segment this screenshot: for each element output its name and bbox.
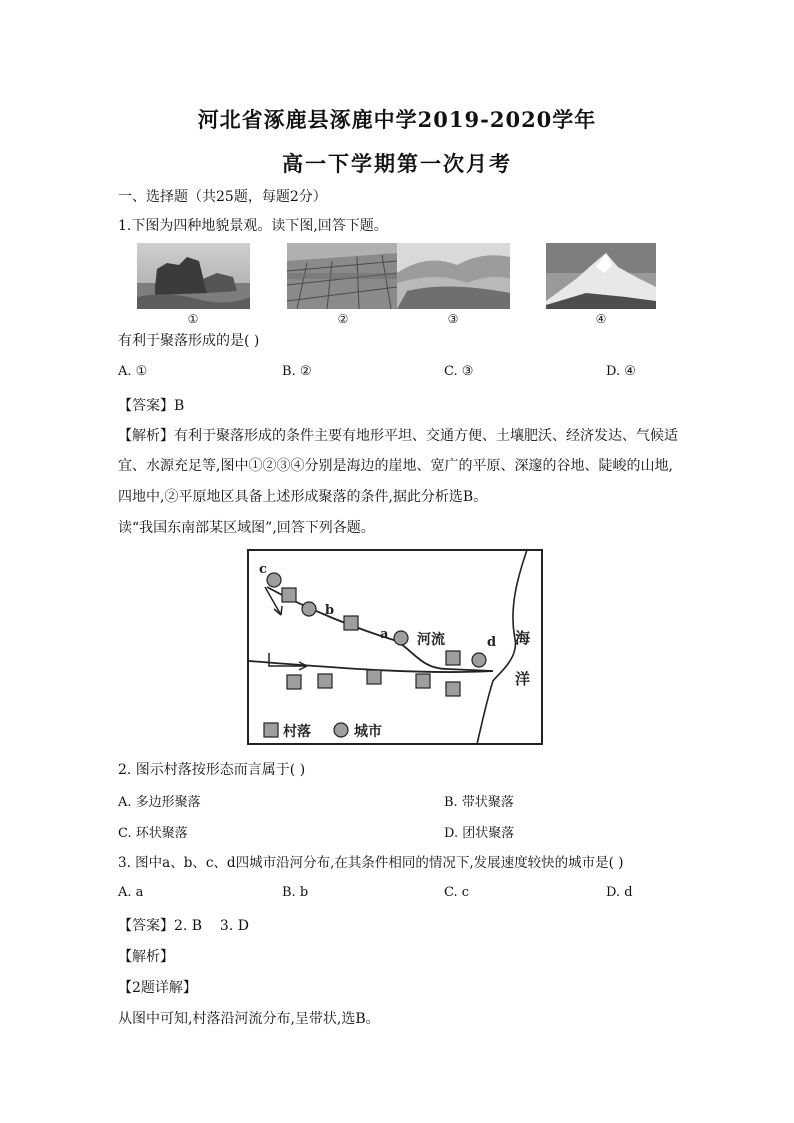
- village-marker: [446, 651, 460, 665]
- village-marker: [282, 588, 296, 602]
- section-heading: 一、选择题（共25题，每题2分）: [118, 189, 327, 205]
- q2-detail-heading: 【2题详解】: [118, 980, 197, 996]
- village-marker: [318, 674, 332, 688]
- city-c: [267, 573, 281, 587]
- q2-option-b: B. 带状聚落: [444, 795, 514, 810]
- q1-option-d: D. ④: [606, 364, 636, 379]
- village-marker: [446, 682, 460, 696]
- photo-caption-4: ④: [595, 312, 607, 326]
- q1-option-b: B. ②: [282, 364, 312, 379]
- city-b: [302, 602, 316, 616]
- region-map: [247, 549, 543, 745]
- landscape-photo-cliff: [137, 243, 250, 309]
- map-frame: [248, 550, 542, 744]
- village-marker: [416, 674, 430, 688]
- city-d: [472, 653, 486, 667]
- label-a: a: [380, 627, 389, 642]
- landscape-photo-plain: [287, 243, 397, 309]
- q1-option-c: C. ③: [444, 364, 474, 379]
- q1-analysis-line-1: 【解析】有利于聚落形成的条件主要有地形平坦、交通方便、土壤肥沃、经济发达、气候适: [118, 428, 678, 444]
- landscape-photo-mountain: [546, 243, 656, 309]
- village-marker: [287, 675, 301, 689]
- label-c: c: [259, 562, 267, 577]
- q3-option-c: C. c: [444, 885, 470, 900]
- q2-option-a: A. 多边形聚落: [118, 795, 201, 810]
- q1-answer: 【答案】B: [118, 398, 185, 414]
- q2-option-d: D. 团状聚落: [444, 826, 515, 841]
- q1-question: 有利于聚落形成的是( ): [118, 333, 260, 349]
- legend-city-symbol: [334, 723, 348, 737]
- label-b: b: [325, 603, 335, 618]
- q2-option-c: C. 环状聚落: [118, 826, 188, 841]
- label-sea-2: 洋: [515, 670, 531, 688]
- analysis-2-3-heading: 【解析】: [118, 949, 174, 965]
- legend-village-symbol: [264, 723, 278, 737]
- title-line-1: 河北省涿鹿县涿鹿中学2019-2020学年: [197, 107, 597, 132]
- q3-stem: 3. 图中a、b、c、d四城市沿河分布,在其条件相同的情况下,发展速度较快的城市是( ): [118, 855, 624, 871]
- q3-option-b: B. b: [282, 885, 309, 900]
- label-sea-1: 海: [515, 629, 531, 647]
- village-marker: [344, 616, 358, 630]
- photo-caption-2: ②: [337, 312, 349, 326]
- photo-caption-3: ③: [447, 312, 459, 326]
- q1-analysis-line-2: 宜、水源充足等,图中①②③④分别是海边的崖地、宽广的平原、深邃的谷地、陡峻的山地,: [118, 458, 673, 474]
- q2-stem: 2. 图示村落按形态而言属于( ): [118, 762, 306, 778]
- village-marker: [367, 670, 381, 684]
- legend-village-label: 村落: [283, 724, 311, 740]
- label-river: 河流: [417, 632, 445, 648]
- q1-option-a: A. ①: [118, 364, 148, 379]
- q3-option-a: A. a: [118, 885, 144, 900]
- q2-detail-text: 从图中可知,村落沿河流分布,呈带状,选B。: [118, 1011, 380, 1027]
- map-intro: 读“我国东南部某区域图”,回答下列各题。: [118, 520, 375, 536]
- q3-option-d: D. d: [606, 885, 633, 900]
- title-line-2: 高一下学期第一次月考: [282, 151, 512, 176]
- answer-2-3: 【答案】2. B 3. D: [118, 918, 249, 934]
- q1-analysis-line-3: 四地中,②平原地区具备上述形成聚落的条件,据此分析选B。: [118, 489, 488, 505]
- q1-stem: 1.下图为四种地貌景观。读下图,回答下题。: [118, 218, 388, 234]
- legend-city-label: 城市: [354, 724, 382, 740]
- city-a: [394, 631, 408, 645]
- label-d: d: [487, 635, 497, 650]
- landscape-photo-valley: [397, 243, 510, 309]
- photo-caption-1: ①: [187, 312, 199, 326]
